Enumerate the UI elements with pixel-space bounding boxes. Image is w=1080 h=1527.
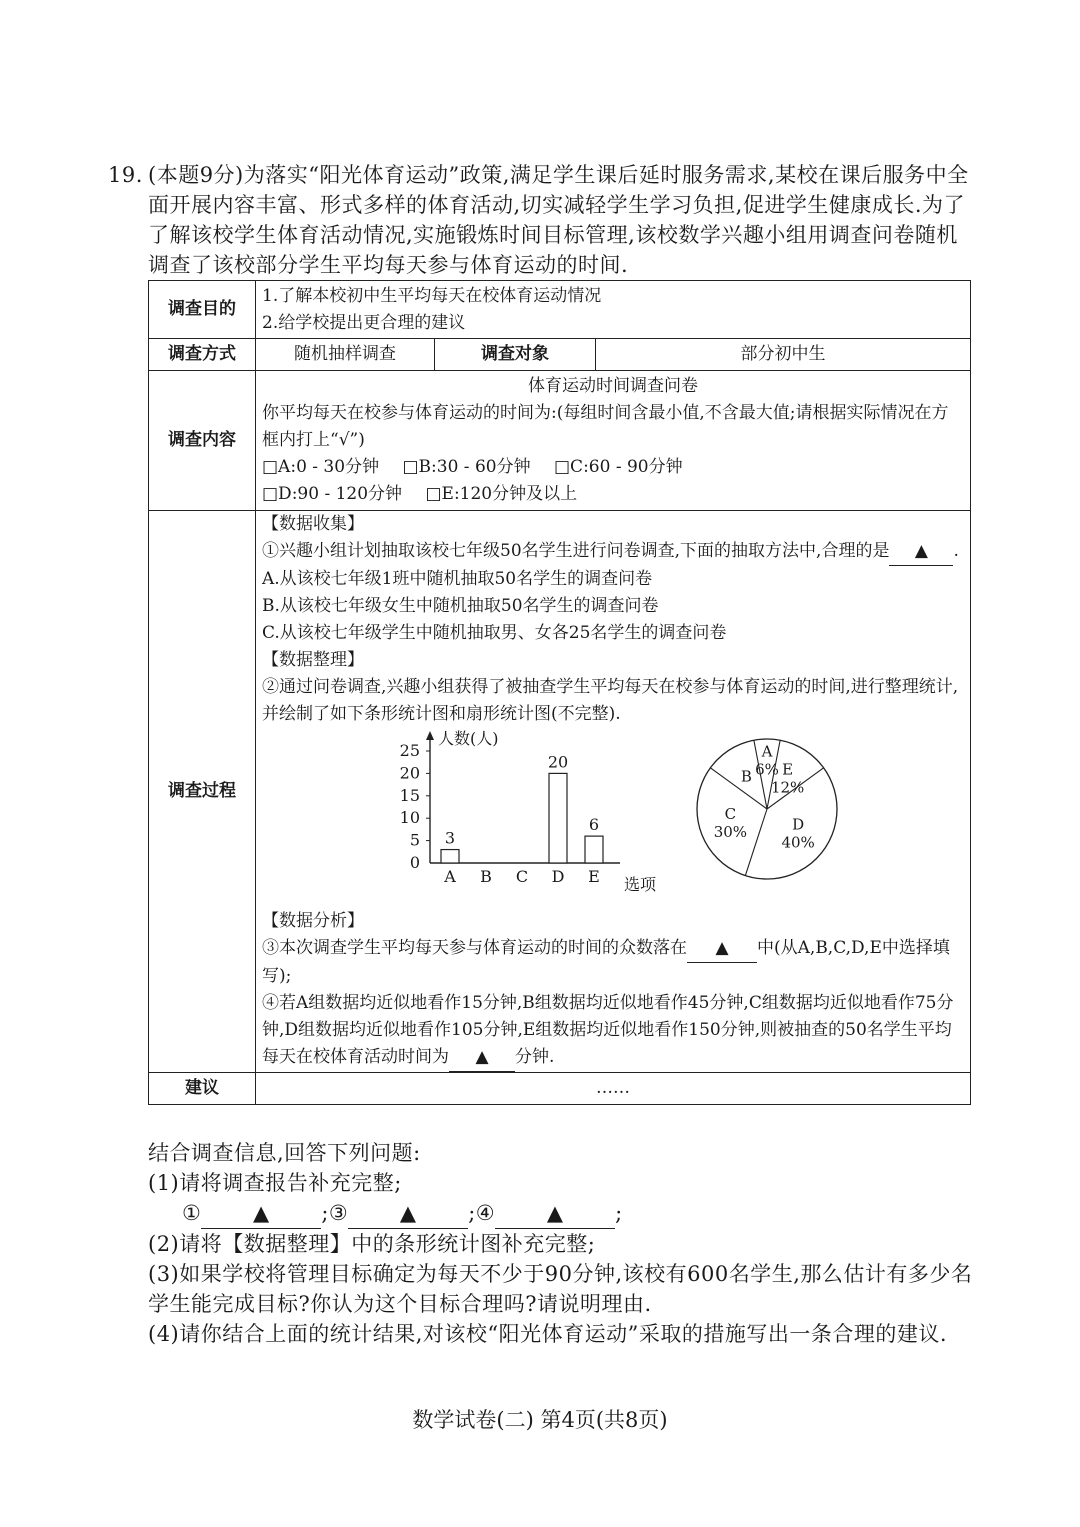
option-d: □D:90 - 120分钟: [262, 484, 403, 504]
follow-up-questions: [148, 1138, 978, 1349]
analysis-question-3: ③本次调查学生平均每天参与体育运动的时间的众数落在 ▲ 中(从A,B,C,D,E中选择填写);: [262, 935, 964, 990]
suggest-label: 建议: [149, 1073, 256, 1105]
collect-question: ①兴趣小组计划抽取该校七年级50名学生进行问卷调查,下面的抽取方法中,合理的是 ▲ .: [262, 538, 964, 566]
x-tick-label: C: [515, 867, 529, 886]
x-axis-label: 选项: [623, 875, 657, 894]
slice-label: C: [724, 804, 737, 823]
question-text: (本题9分)为落实“阳光体育运动”政策,满足学生课后延时服务需求,某校在课后服务中全面开展内容丰富、形式多样的体育活动,切实减轻学生学习负担,促进学生健康成长.为了了解该校学生体育活动情况,实施锻炼时间目标管理,该校数学兴趣小组用调查问卷随机调查了该校部分学生平均每天参与体育运动的时间.: [148, 163, 969, 277]
bar: [585, 836, 603, 863]
collect-option-b: B.从该校七年级女生中随机抽取50名学生的调查问卷: [262, 596, 659, 616]
analysis-4-blank: ▲: [449, 1044, 515, 1072]
collect-blank: ▲: [889, 538, 953, 566]
bar: [441, 850, 459, 863]
slice-label: D: [792, 815, 805, 834]
page-footer: 数学试卷(二) 第4页(共8页): [412, 1408, 668, 1432]
q1-blank-1: ▲: [201, 1198, 321, 1229]
organize-text: ②通过问卷调查,兴趣小组获得了被抽查学生平均每天在校参与体育运动的时间,进行整理统计,并绘制了如下条形统计图和扇形统计图(不完整).: [262, 677, 959, 724]
option-row-2: [262, 481, 964, 508]
slice-percent-label: 30%: [713, 822, 748, 841]
object-value: 部分初中生: [596, 339, 971, 371]
x-tick-label: B: [480, 867, 492, 886]
y-axis-label: 人数(人): [438, 729, 499, 748]
follow-up-q3: (3)如果学校将管理目标确定为每天不少于90分钟,该校有600名学生,那么估计有多少名学生能完成目标?你认为这个目标合理吗?请说明理由.: [148, 1262, 973, 1316]
data-label: 3: [444, 828, 456, 848]
pie-chart: [692, 734, 842, 884]
analysis-3-blank: ▲: [687, 935, 757, 963]
questionnaire-title: 体育运动时间调查问卷: [528, 376, 698, 396]
slice-label: A: [761, 742, 773, 761]
option-a: □A:0 - 30分钟: [262, 457, 380, 477]
analysis-question-4: ④若A组数据均近似地看作15分钟,B组数据均近似地看作45分钟,C组数据均近似地看作75分钟,D组数据均近似地看作105分钟,E组数据均近似地看作150分钟,则被抽查的50名学生平均每天在校体育活动时间为 ▲ 分钟.: [262, 990, 964, 1072]
x-tick-label: E: [588, 867, 600, 886]
y-axis-arrow-icon: [426, 731, 434, 740]
process-label: 调查过程: [149, 511, 256, 1073]
bar: [549, 773, 567, 863]
q1-blank-4: ▲: [495, 1198, 615, 1229]
option-b: □B:30 - 60分钟: [402, 457, 531, 477]
bar-chart: [392, 728, 682, 908]
slice-label: E: [782, 760, 794, 779]
follow-up-q4: (4)请你结合上面的统计结果,对该校“阳光体育运动”采取的措施写出一条合理的建议.: [148, 1322, 948, 1346]
y-tick-label: 25: [399, 741, 420, 760]
purpose-label: 调查目的: [149, 281, 256, 339]
option-c: □C:60 - 90分钟: [554, 457, 683, 477]
purpose-item-1: 1.了解本校初中生平均每天在校体育运动情况: [262, 285, 602, 306]
q1-blank-3: ▲: [348, 1198, 468, 1229]
collect-option-c: C.从该校七年级学生中随机抽取男、女各25名学生的调查问卷: [262, 623, 727, 643]
method-value: 随机抽样调查: [256, 339, 435, 371]
questionnaire-text: 你平均每天在校参与体育运动的时间为:(每组时间含最小值,不含最大值;请根据实际情况在方框内打上“√”): [262, 403, 949, 450]
slice-label: B: [740, 767, 752, 786]
question-number: 19.: [108, 163, 143, 187]
follow-up-intro: 结合调查信息,回答下列问题:: [148, 1141, 421, 1165]
x-tick-label: D: [551, 867, 565, 886]
content-label: 调查内容: [149, 371, 256, 511]
option-row-1: [262, 454, 964, 481]
charts-area: [262, 728, 964, 908]
slice-percent-label: 12%: [770, 778, 805, 797]
collect-option-a: A.从该校七年级1班中随机抽取50名学生的调查问卷: [262, 569, 653, 589]
y-tick-label: 15: [399, 785, 420, 805]
y-tick-label: 20: [399, 763, 420, 783]
organize-title: 【数据整理】: [262, 650, 364, 670]
analysis-title: 【数据分析】: [262, 911, 364, 931]
process-cell: [256, 511, 971, 1073]
follow-up-q1: (1)请将调查报告补充完整;: [148, 1171, 402, 1195]
y-tick-label: 5: [409, 830, 420, 850]
collect-title: 【数据收集】: [262, 514, 364, 534]
slice-percent-label: 40%: [781, 833, 815, 852]
object-label: 调查对象: [435, 339, 596, 371]
purpose-cell: [256, 281, 971, 339]
survey-report-table: [148, 280, 971, 1105]
suggest-value: ……: [256, 1073, 971, 1105]
x-tick-label: A: [444, 867, 456, 886]
data-label: 6: [588, 815, 600, 835]
follow-up-q2: (2)请将【数据整理】中的条形统计图补充完整;: [148, 1232, 596, 1256]
purpose-item-2: 2.给学校提出更合理的建议: [262, 312, 466, 333]
y-tick-label: 0: [409, 853, 420, 872]
method-label: 调查方式: [149, 339, 256, 371]
option-e: □E:120分钟及以上: [425, 484, 578, 504]
data-label: 20: [547, 752, 569, 772]
question-header: [108, 160, 978, 280]
content-cell: [256, 371, 971, 511]
follow-up-q1-blanks: ① ▲ ;③ ▲ ;④ ▲ ;: [148, 1198, 978, 1229]
y-tick-label: 10: [399, 808, 420, 828]
slice-percent-label: 6%: [755, 760, 779, 779]
